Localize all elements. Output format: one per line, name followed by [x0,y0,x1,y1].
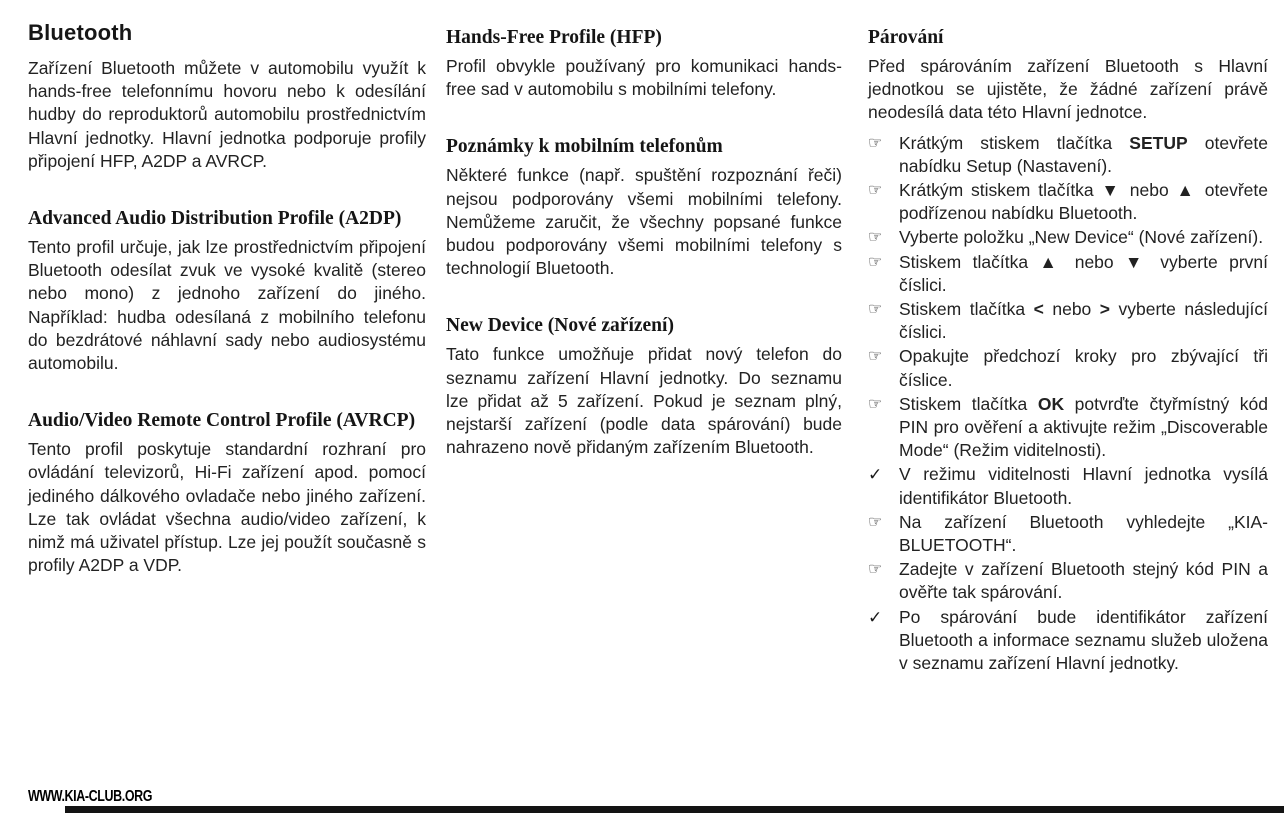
pointing-hand-icon: ☞ [868,561,883,579]
page-title: Bluetooth [28,20,133,45]
watermark: WWW.KIA-CLUB.ORG [28,788,153,805]
new-device-paragraph: Tato funkce umožňuje přidat nový telefon do seznamu zařízení Hlavní jednotky. Do seznamu lze přidat až 5 zařízení. Pokud je seznam plný, nejstarší zařízení (podle data spárování) bude nahrazeno nově přidaným zařízením Bluetooth. [446,344,842,458]
pointing-hand-icon: ☞ [868,253,883,271]
a2dp-heading: Advanced Audio Distribution Profile (A2DP) [28,208,402,230]
checkmark-icon: ✓ [868,607,883,627]
pairing-step [868,179,1268,225]
pointing-hand-icon: ☞ [868,182,883,200]
pairing-step-text: Stiskem tlačítka ▲ nebo ▼ vyberte první číslici. [899,251,1268,295]
hfp-paragraph: Profil obvykle používaný pro komunikaci hands-free sad v automobilu s mobilními telefony. [446,56,842,100]
pairing-step [868,298,1268,344]
pairing-step-text: Krátkým stiskem tlačítka ▼ nebo ▲ otevřete podřízenou nabídku Bluetooth. [899,180,1268,224]
checkmark-icon: ✓ [868,465,883,485]
column-middle [446,20,842,676]
column-right [868,20,1268,676]
pairing-step [868,558,1268,604]
pairing-step-text: Opakujte předchozí kroky pro zbývající tři číslice. [899,346,1268,390]
pairing-step [868,132,1268,178]
pairing-step [868,345,1268,391]
phone-notes-paragraph: Některé funkce (např. spuštění rozpoznání řeči) nejsou podporovány všemi mobilními telefony. Nemůžeme zaručit, že všechny popsané funkce budou podporovány všemi mobilními telefony s technologií Bluetooth. [446,165,842,279]
new-device-heading: New Device (Nové zařízení) [446,315,674,337]
pairing-steps [868,132,1268,676]
pointing-hand-icon: ☞ [868,513,883,531]
pointing-hand-icon: ☞ [868,301,883,319]
pairing-step [868,393,1268,463]
pairing-step [868,251,1268,297]
pairing-step-text: Zadejte v zařízení Bluetooth stejný kód PIN a ověřte tak spárování. [899,559,1268,603]
pairing-intro-paragraph: Před spárováním zařízení Bluetooth s Hlavní jednotkou se ujistěte, že žádné zařízení právě neodesílá data této Hlavní jednotce. [868,56,1268,123]
pairing-step-text: Stiskem tlačítka OK potvrďte čtyřmístný kód PIN pro ověření a aktivujte režim „Discoverable Mode“ (Režim viditelnosti). [899,393,1268,461]
pointing-hand-icon: ☞ [868,348,883,366]
avrcp-paragraph: Tento profil poskytuje standardní rozhraní pro ovládání televizorů, Hi-Fi zařízení apod. pomocí jediného dálkového ovladače nebo jiného zařízení. Lze tak ovládat všechna audio/video zařízení, k nimž má uživatel přístup. Lze jej použít současně s profily A2DP a VDP. [28,439,426,576]
column-left [28,20,426,676]
pairing-step-text: Po spárování bude identifikátor zařízení Bluetooth a informace seznamu služeb uložena v seznamu zařízení Hlavní jednotky. [899,606,1268,674]
pointing-hand-icon: ☞ [868,134,883,152]
pairing-step-text: Na zařízení Bluetooth vyhledejte „KIA-BLUETOOTH“. [899,511,1268,556]
pointing-hand-icon: ☞ [868,229,883,247]
bottom-bar [65,806,1284,813]
phone-notes-heading: Poznámky k mobilním telefonům [446,136,723,158]
pairing-step-text: Stiskem tlačítka < nebo > vyberte následující číslici. [899,299,1269,343]
bluetooth-intro-paragraph: Zařízení Bluetooth můžete v automobilu využít k hands-free telefonnímu hovoru nebo k odesílání hudby do reproduktorů automobilu prostřednictvím Hlavní jednotky. Hlavní jednotka podporuje profily připojení HFP, A2DP a AVRCP. [28,58,426,171]
pairing-step-text: Vyberte položku „New Device“ (Nové zařízení). [899,227,1264,248]
pairing-heading: Párování [868,27,944,48]
pairing-step [868,606,1268,676]
pairing-step-text: Krátkým stiskem tlačítka SETUP otevřete nabídku Setup (Nastavení). [899,132,1268,176]
pointing-hand-icon: ☞ [868,395,883,413]
pairing-step [868,511,1268,557]
hfp-heading: Hands-Free Profile (HFP) [446,27,662,48]
pairing-step [868,463,1268,509]
pairing-step [868,226,1268,249]
pairing-step-text: V režimu viditelnosti Hlavní jednotka vysílá identifikátor Bluetooth. [899,464,1268,508]
a2dp-paragraph: Tento profil určuje, jak lze prostřednictvím připojení Bluetooth odesílat zvuk ve vysoké kvalitě (stereo nebo mono) z jednoho zařízení do jiného. Například: hudba odesílaná z mobilního telefonu do bezdrátové náhlavní sady nebo audiosystému automobilu. [28,237,426,374]
avrcp-heading: Audio/Video Remote Control Profile (AVRCP) [28,410,416,432]
